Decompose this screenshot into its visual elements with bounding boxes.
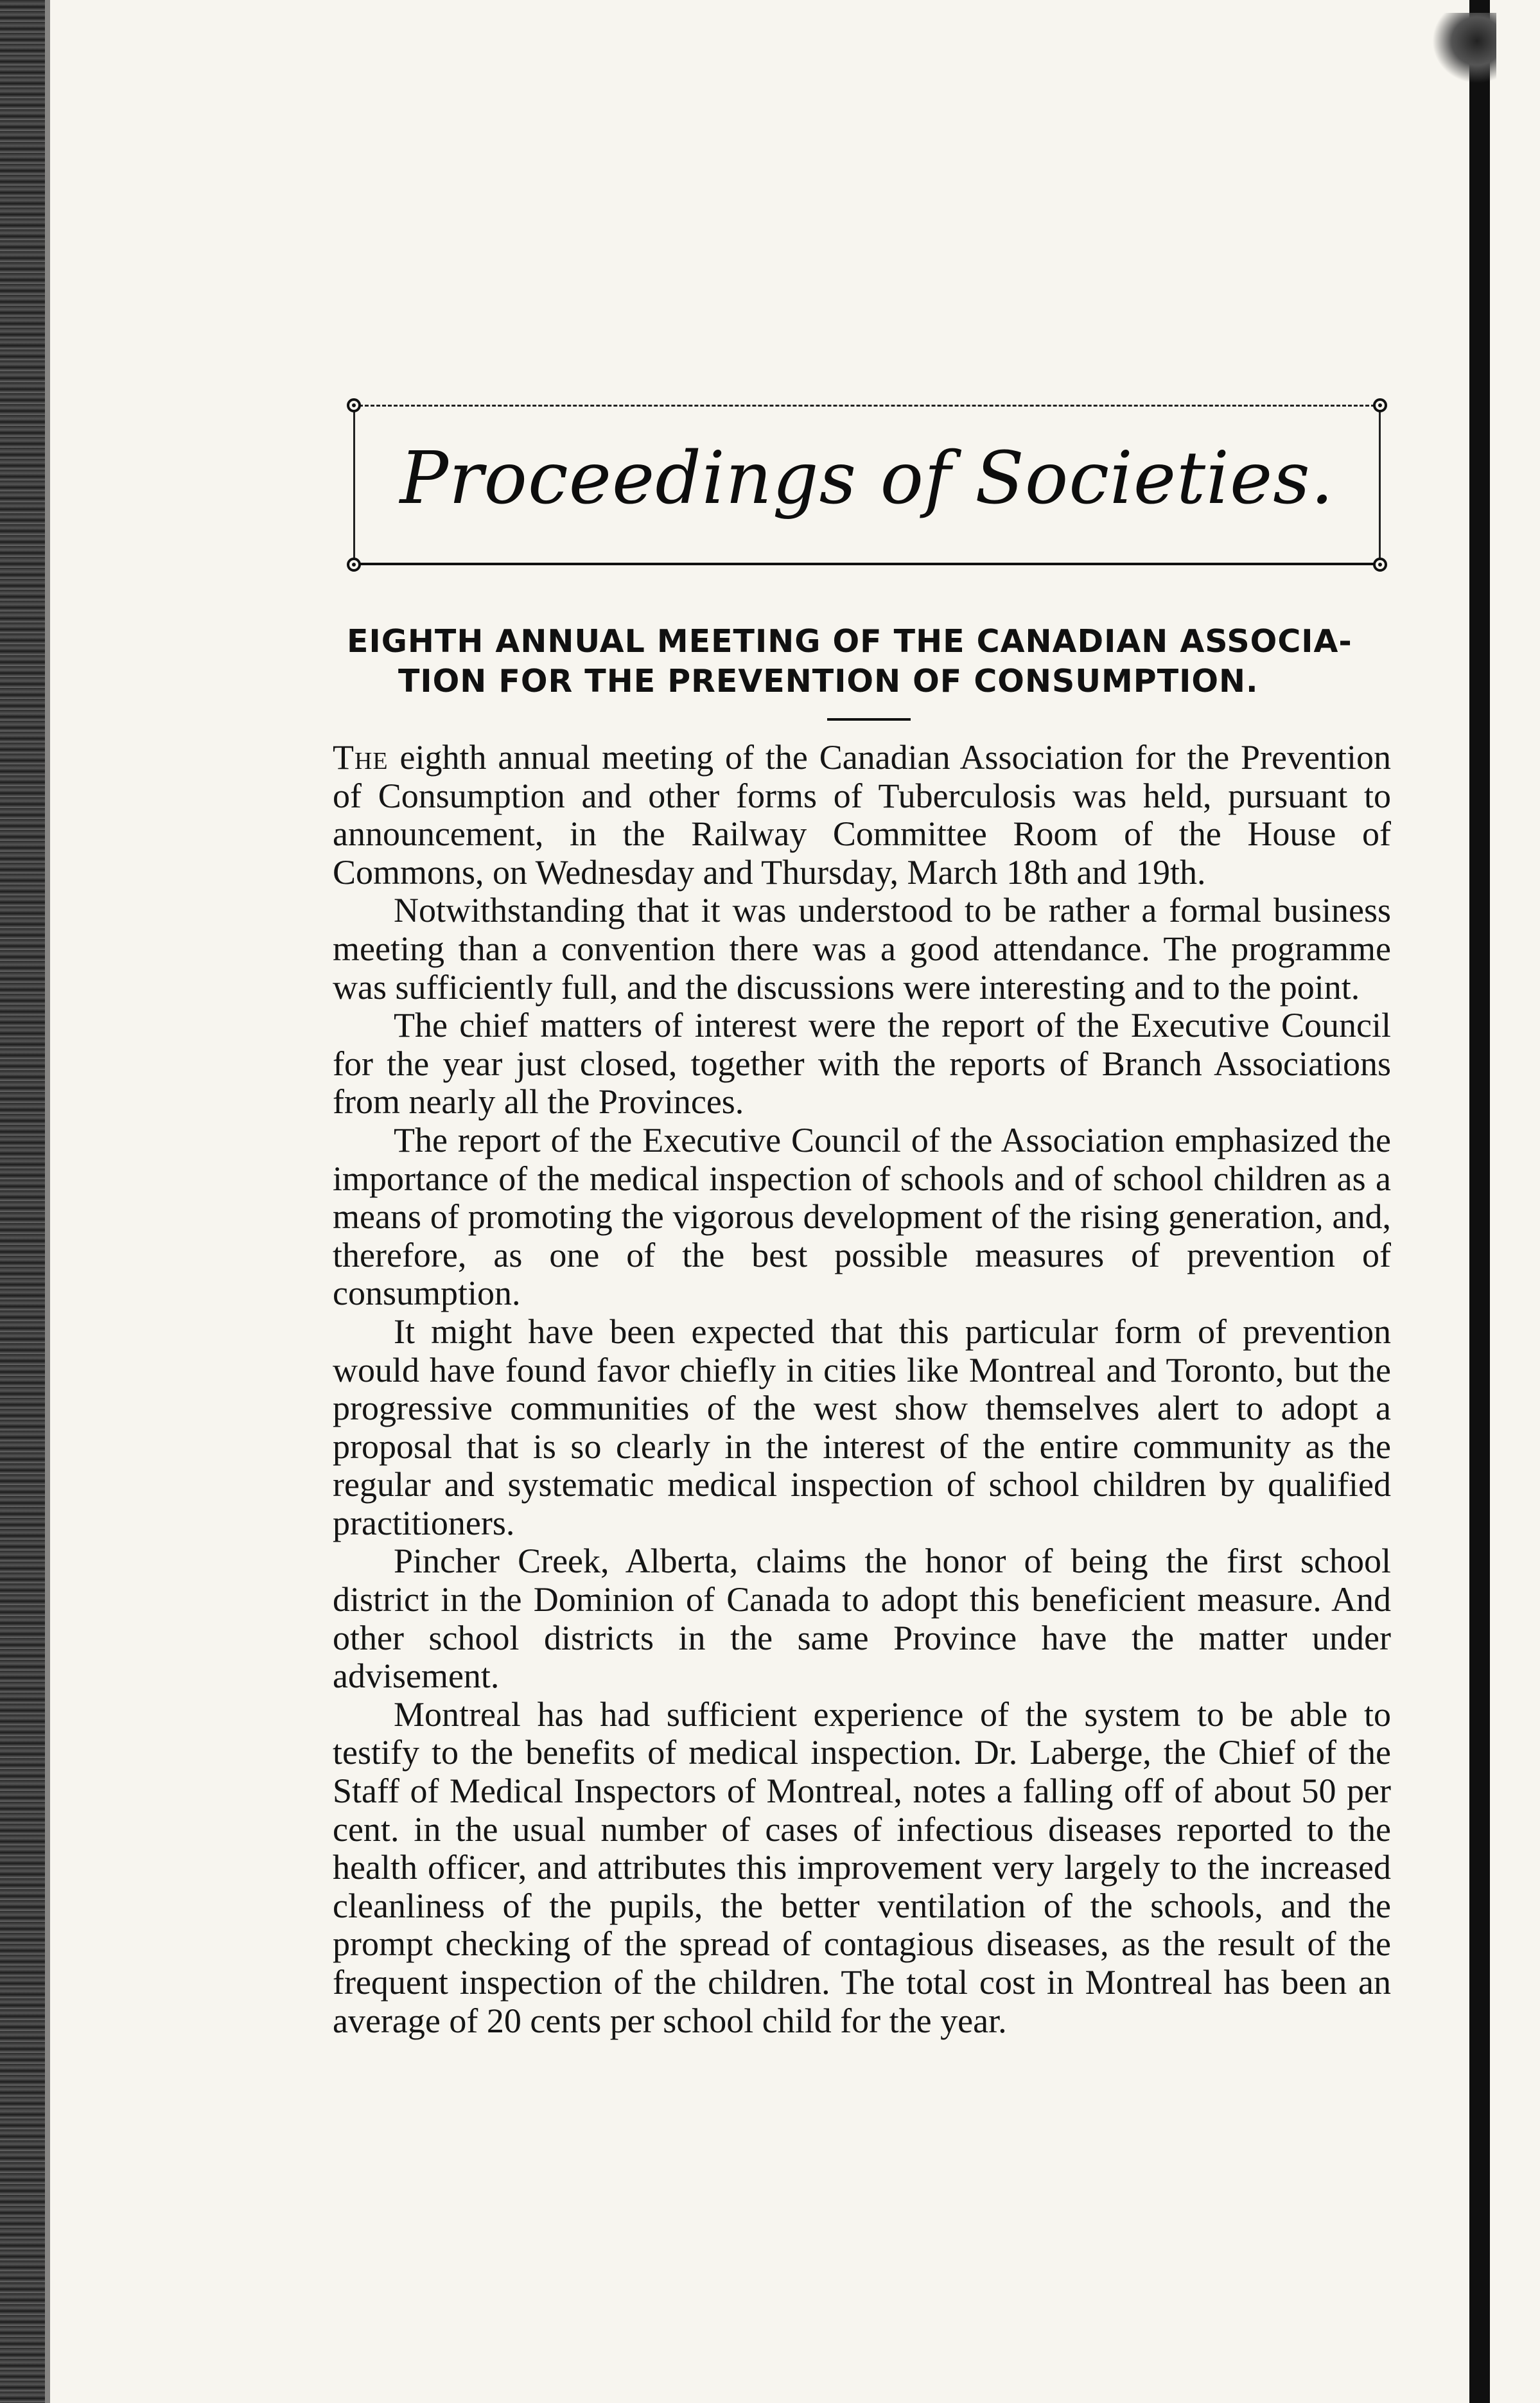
rosette-ornament-icon [1373,558,1387,572]
title-frame [347,398,1387,572]
scan-corner-blot [1432,13,1496,84]
scan-page-edge-right [1469,0,1490,2403]
paragraph-text: eighth annual meeting of the Canadian Association for the Prevention of Consumption and other forms of Tuberculosis was held, pursuant to announcement, in the Railway Committee Room of the House of Commons, on Wednesday and Thursday, March 18th and 19th. [333,738,1391,892]
rosette-ornament-icon [1373,398,1387,412]
scan-margin-right [1490,0,1540,2403]
paragraph: Montreal has had sufficient experience of the system to be able to testify to the benefits of medical inspection. Dr. Laberge, the Chief of the Staff of Medical Inspectors of Montreal, notes a falling off of about 50 per cent. in the usual number of cases of infectious diseases reported to the health officer, and attributes this improvement very largely to the increased cleanliness of the pupils, the better ventilation of the schools, and the prompt checking of the spread of contagious diseases, as the result of the frequent inspection of the children. The total cost in Montreal has been an average of 20 cents per school child for the year. [333,1694,1391,2040]
article-heading-line-2: TION FOR THE PREVENTION OF CONSUMPTION. [398,663,1259,700]
paragraph: Pincher Creek, Alberta, claims the honor of being the first school district in the Dominion of Canada to adopt this beneficient measure. And other school districts in the same Province have the matter under advisement. [333,1542,1391,1696]
paragraph: The report of the Executive Council of the Association emphasized the importance of the medical inspection of schools and of school children as a means of promoting the vigorous development of the rising generation, and, therefore, as one of the best possible measures of prevention of consumption. [333,1120,1391,1313]
paragraph [333,739,1391,892]
page-title: Proceedings of Societies. [399,437,1334,520]
paragraph: Notwithstanding that it was understood to be rather a formal business meeting than a convention there was a good attendance. The programme was sufficiently full, and the discussions were interesting and to the point. [333,891,1391,1007]
title-frame-top-rule [353,405,1381,407]
heading-divider [827,718,911,721]
rosette-ornament-icon [347,398,361,412]
title-frame-bottom-rule [353,563,1381,565]
article-body [333,739,1391,2040]
scan-binding-edge [45,0,50,2403]
paragraph-lead-word: The [333,738,389,777]
article-heading-line-1: EIGHTH ANNUAL MEETING OF THE CANADIAN ASSOCIA- [347,623,1352,660]
paragraph: The chief matters of interest were the report of the Executive Council for the year just closed, together with the reports of Branch Associations from nearly all the Provinces. [333,1006,1391,1122]
paragraph: It might have been expected that this particular form of prevention would have found favor chiefly in cities like Montreal and Toronto, but the progressive communities of the west show themselves alert to adopt a proposal that is so clearly in the interest of the entire community as the regular and systematic medical inspection of school children by qualified practitioners. [333,1312,1391,1542]
rosette-ornament-icon [347,558,361,572]
scan-binding-shadow-left [0,0,45,2403]
